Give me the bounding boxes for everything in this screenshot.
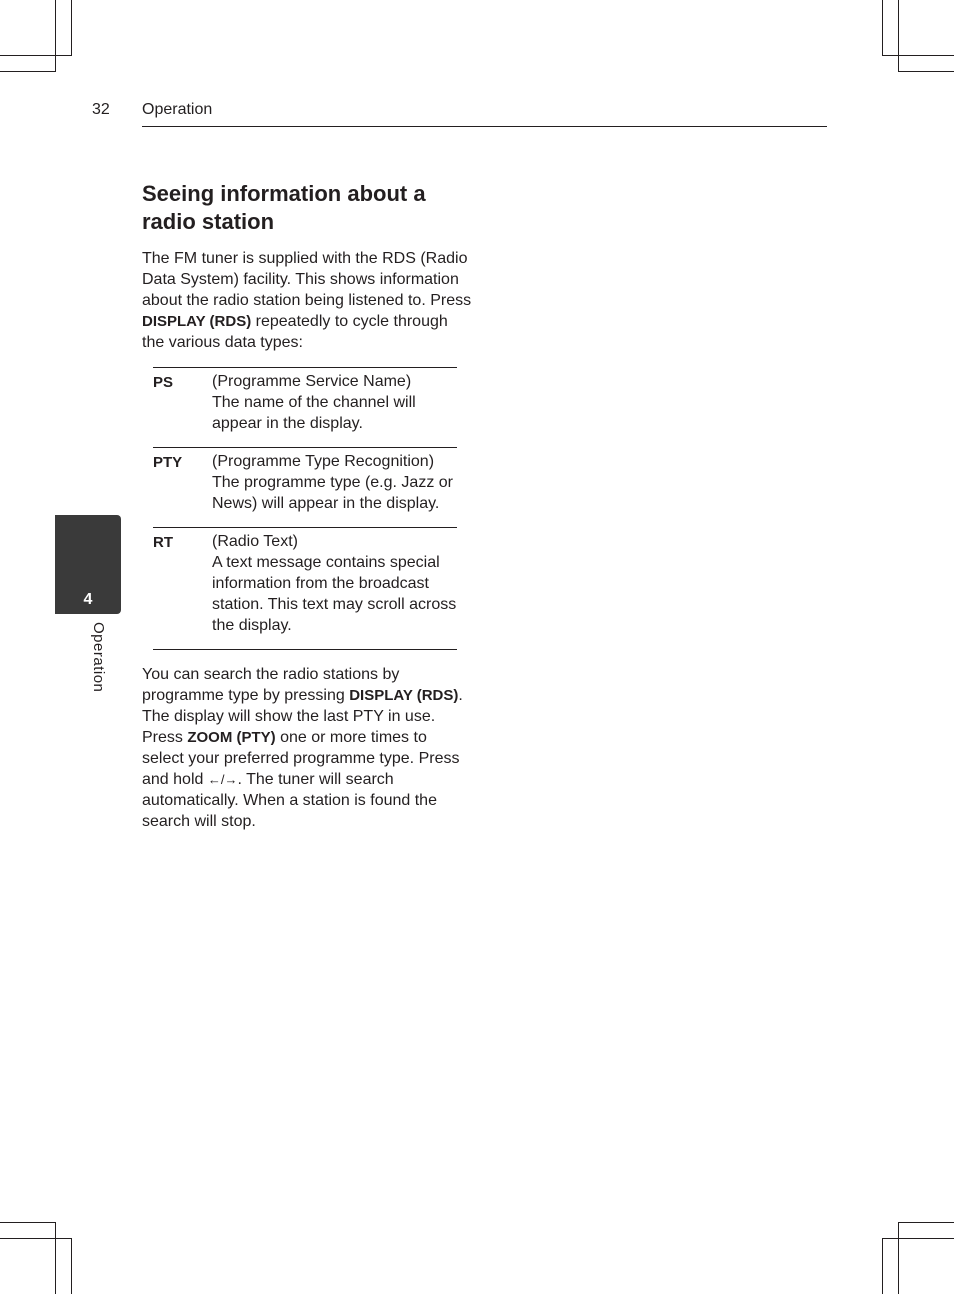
crop-mark (71, 1238, 72, 1294)
key-display-rds: DISPLAY (RDS) (349, 687, 459, 704)
crop-mark (0, 71, 56, 72)
closing-paragraph: You can search the radio stations by programme type by pressing DISPLAY (RDS). The display will show the last PTY in use. Press ZOOM (PTY) one or more times to select your preferred programme type. Press and hold ←/→. The tuner will search automatically. When a station is found the search will stop. (142, 666, 463, 830)
crop-mark (898, 1222, 899, 1294)
rds-types-table (153, 367, 457, 650)
crop-mark (882, 1238, 883, 1294)
table-row (153, 448, 457, 528)
crop-mark (0, 1222, 56, 1223)
table-row (153, 528, 457, 650)
crop-mark (0, 1238, 72, 1239)
term-description: (Programme Service Name) The name of the channel will appear in the display. (212, 373, 416, 432)
crop-mark (898, 1222, 954, 1223)
section-heading: Seeing information about a radio station (142, 181, 426, 234)
left-right-arrow-icon: ←/→ (207, 772, 238, 787)
crop-mark (882, 0, 883, 56)
crop-mark (898, 71, 954, 72)
header-rule (142, 126, 827, 127)
main-content (142, 180, 472, 832)
running-header: Operation (142, 101, 213, 118)
term-description: (Radio Text) A text message contains special information from the broadcast station. This text may scroll across the display. (212, 533, 457, 634)
term-key: RT (153, 534, 173, 551)
term-description: (Programme Type Recognition) The programme type (e.g. Jazz or News) will appear in the display. (212, 453, 453, 512)
crop-mark (55, 1222, 56, 1294)
crop-mark (0, 55, 72, 56)
page-number: 32 (92, 101, 110, 118)
crop-mark (898, 0, 899, 72)
table-row (153, 368, 457, 448)
key-zoom-pty: ZOOM (PTY) (187, 729, 276, 746)
term-key: PTY (153, 454, 183, 471)
crop-mark (882, 55, 954, 56)
crop-mark (882, 1238, 954, 1239)
chapter-tab (55, 515, 121, 614)
chapter-number: 4 (83, 591, 93, 608)
crop-mark (55, 0, 56, 72)
key-display-rds: DISPLAY (RDS) (142, 313, 252, 330)
intro-paragraph: The FM tuner is supplied with the RDS (Radio Data System) facility. This shows information about the radio station being listened to. Press DISPLAY (RDS) repeatedly to cycle through the various data types: (142, 250, 472, 351)
crop-mark (71, 0, 72, 56)
chapter-label: Operation (90, 622, 107, 693)
term-key: PS (153, 374, 174, 391)
